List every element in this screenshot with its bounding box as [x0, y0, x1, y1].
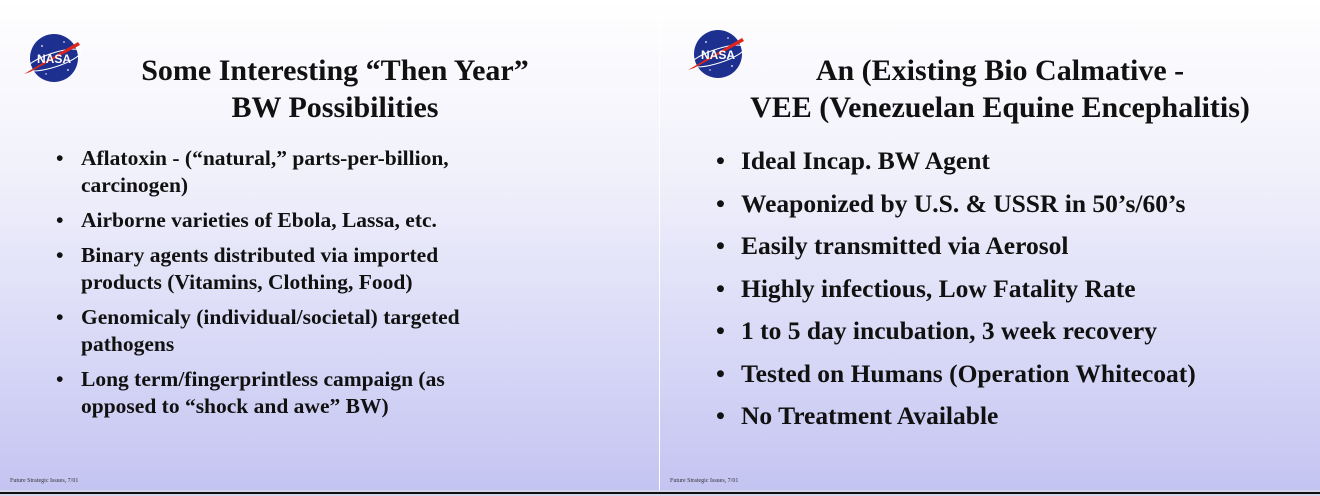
bullet-icon: •	[56, 146, 64, 170]
nasa-logo-text: NASA	[36, 52, 72, 66]
bullet-icon: •	[716, 188, 725, 218]
list-item-line: Aflatoxin - (“natural,” parts-per-billion,	[81, 146, 449, 170]
list-item-line: carcinogen)	[81, 173, 189, 197]
nasa-logo-icon	[20, 30, 84, 86]
page-title	[100, 52, 570, 126]
title-line-2: BW Possibilities	[231, 91, 439, 124]
list-item	[716, 273, 1306, 305]
list-item-line: opposed to “shock and awe” BW)	[81, 394, 389, 418]
nasa-logo-text: NASA	[700, 48, 736, 62]
list-item-text: Ideal Incap. BW Agent	[741, 146, 990, 175]
bullet-icon: •	[716, 231, 725, 260]
slide-right	[660, 0, 1320, 490]
bullet-icon: •	[716, 401, 725, 430]
list-item-line: Binary agents distributed via imported	[81, 243, 439, 267]
list-item	[716, 358, 1306, 390]
bullet-icon: •	[56, 208, 64, 232]
bullet-icon: •	[716, 358, 725, 388]
bullet-icon: •	[716, 146, 725, 175]
list-item-line: Long term/fingerprintless campaign (as	[81, 367, 445, 391]
list-item-line: Airborne varieties of Ebola, Lassa, etc.	[81, 208, 437, 232]
slide-footer: Future Strategic Issues, 7/01	[10, 478, 79, 484]
title-line-2: VEE (Venezuelan Equine Encephalitis)	[750, 91, 1250, 124]
title-line-1: Some Interesting “Then Year”	[141, 54, 529, 87]
list-item	[716, 315, 1306, 347]
bullet-icon: •	[716, 273, 725, 303]
list-item	[56, 145, 616, 199]
slide-footer: Future Strategic Issues, 7/01	[670, 478, 739, 484]
bullet-icon: •	[56, 305, 64, 329]
list-item	[56, 366, 616, 420]
list-item-text: Weaponized by U.S. & USSR in 50’s/60’s	[741, 188, 1186, 218]
list-item	[716, 230, 1306, 262]
list-item-text: No Treatment Available	[741, 401, 999, 430]
list-item-text: Tested on Humans (Operation Whitecoat)	[741, 358, 1196, 388]
list-item	[56, 242, 616, 296]
list-item-text: Highly infectious, Low Fatality Rate	[741, 273, 1136, 303]
bullet-list	[716, 145, 1306, 443]
list-item	[56, 304, 616, 358]
list-item	[716, 145, 1306, 177]
list-item-line: products (Vitamins, Clothing, Food)	[81, 270, 413, 294]
bullet-icon: •	[56, 243, 64, 267]
list-item	[56, 207, 616, 234]
list-item	[716, 188, 1306, 220]
slide-left	[0, 0, 659, 490]
bullet-icon: •	[716, 316, 725, 345]
bullet-icon: •	[56, 367, 64, 391]
list-item-line: pathogens	[81, 332, 175, 356]
bullet-list	[56, 145, 616, 428]
list-item-text: Easily transmitted via Aerosol	[741, 231, 1069, 260]
page-title	[700, 52, 1300, 126]
list-item-text: 1 to 5 day incubation, 3 week recovery	[741, 316, 1157, 345]
list-item-line: Genomicaly (individual/societal) targeted	[81, 305, 460, 329]
bottom-divider	[0, 490, 1320, 496]
title-line-1: An (Existing Bio Calmative -	[815, 54, 1185, 87]
list-item	[716, 400, 1306, 432]
